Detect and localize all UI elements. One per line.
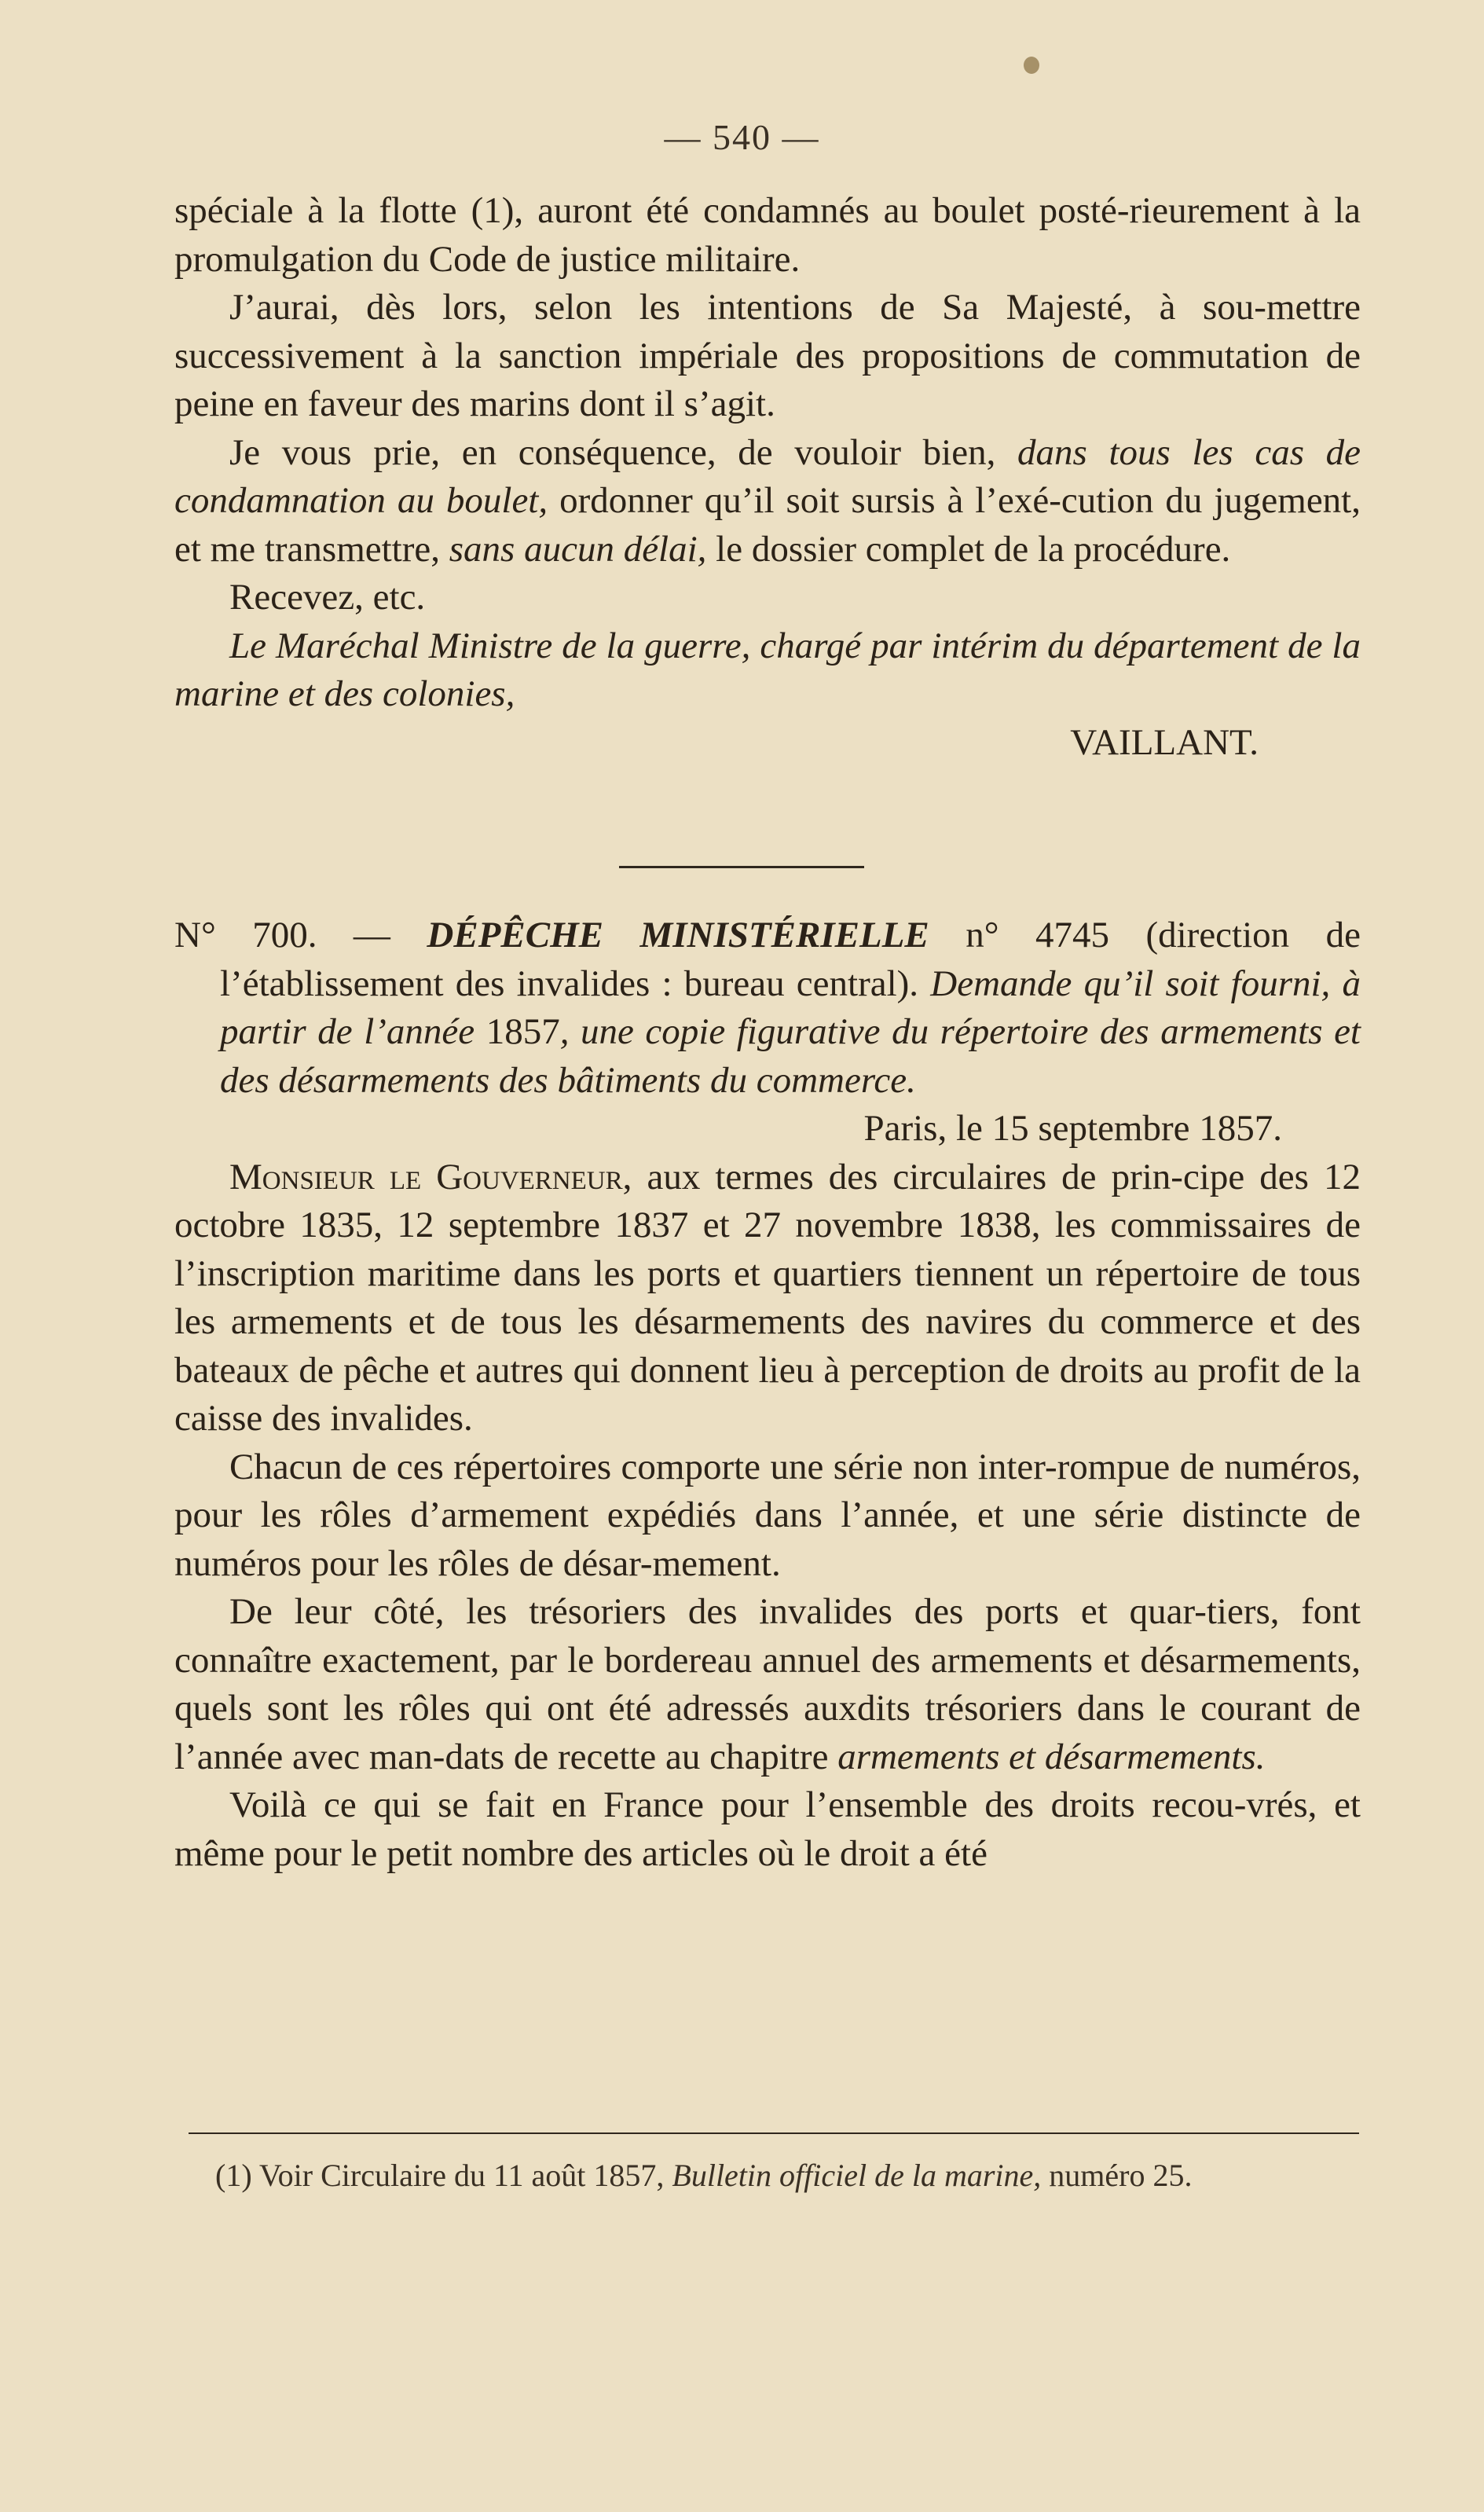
paragraph: Voilà ce qui se fait en France pour l’ensemble des droits recou-vrés, et même pour le petit nombre des articles où le droit a été bbox=[174, 1784, 1361, 1874]
signature-name: VAILLANT. bbox=[1070, 721, 1259, 763]
main-text-lower bbox=[174, 911, 1361, 1878]
paragraph: Chacun de ces répertoires comporte une série non inter-rompue de numéros, pour les rôles d’armement expédiés dans l’année, et une série distincte de numéros pour les rôles de désar-mement. bbox=[174, 1446, 1361, 1584]
footnote bbox=[174, 2154, 1361, 2197]
main-text-upper bbox=[174, 187, 1361, 767]
dispatch-heading: N° 700. — DÉPÊCHE MINISTÉRIELLE n° 4745 (direction de l’établissement des invalides : bureau central). Demande qu’il soit fourni, à partir de l’année 1857, une copie figurative du répertoire des armements et des désarmements des bâtiments du commerce. bbox=[174, 915, 1361, 1101]
paragraph: De leur côté, les trésoriers des invalides des ports et quar-tiers, font connaître exactement, par le bordereau annuel des armements et désarmements, quels sont les rôles qui ont été adressés auxdits trésoriers dans le courant de l’année avec man-dats de recette au chapitre armements et désarmements. bbox=[174, 1591, 1361, 1777]
page-number: — 540 — bbox=[664, 117, 820, 157]
footnote-rule bbox=[189, 2132, 1359, 2134]
paragraph: Je vous prie, en conséquence, de vouloir bien, dans tous les cas de condamnation au boulet, ordonner qu’il soit sursis à l’exé-cution du jugement, et me transmettre, sans aucun délai, le dossier complet de la procédure. bbox=[174, 431, 1361, 570]
section-divider bbox=[619, 866, 864, 868]
ink-spot bbox=[1024, 57, 1039, 74]
dateline: Paris, le 15 septembre 1857. bbox=[863, 1108, 1282, 1149]
signature-title: Le Maréchal Ministre de la guerre, chargé par intérim du département de la marine et des colonies, bbox=[174, 625, 1361, 714]
footnote-text: (1) Voir Circulaire du 11 août 1857, Bulletin officiel de la marine, numéro 25. bbox=[215, 2158, 1193, 2193]
paragraph: spéciale à la flotte (1), auront été condamnés au boulet posté-rieurement à la promulgation du Code de justice militaire. bbox=[174, 190, 1361, 280]
paragraph: Monsieur le Gouverneur, aux termes des circulaires de prin-cipe des 12 octobre 1835, 12 septembre 1837 et 27 novembre 1838, les commissaires de l’inscription maritime dans les ports et quartiers tiennent un répertoire de tous les armements et de tous les désarmements des navires du commerce et des bateaux de pêche et autres qui donnent lieu à perception de droits au profit de la caisse des invalides. bbox=[174, 1156, 1361, 1439]
paragraph: J’aurai, dès lors, selon les intentions de Sa Majesté, à sou-mettre successivement à la sanction impériale des propositions de commutation de peine en faveur des marins dont il s’agit. bbox=[174, 287, 1361, 424]
paragraph: Recevez, etc. bbox=[229, 577, 426, 618]
